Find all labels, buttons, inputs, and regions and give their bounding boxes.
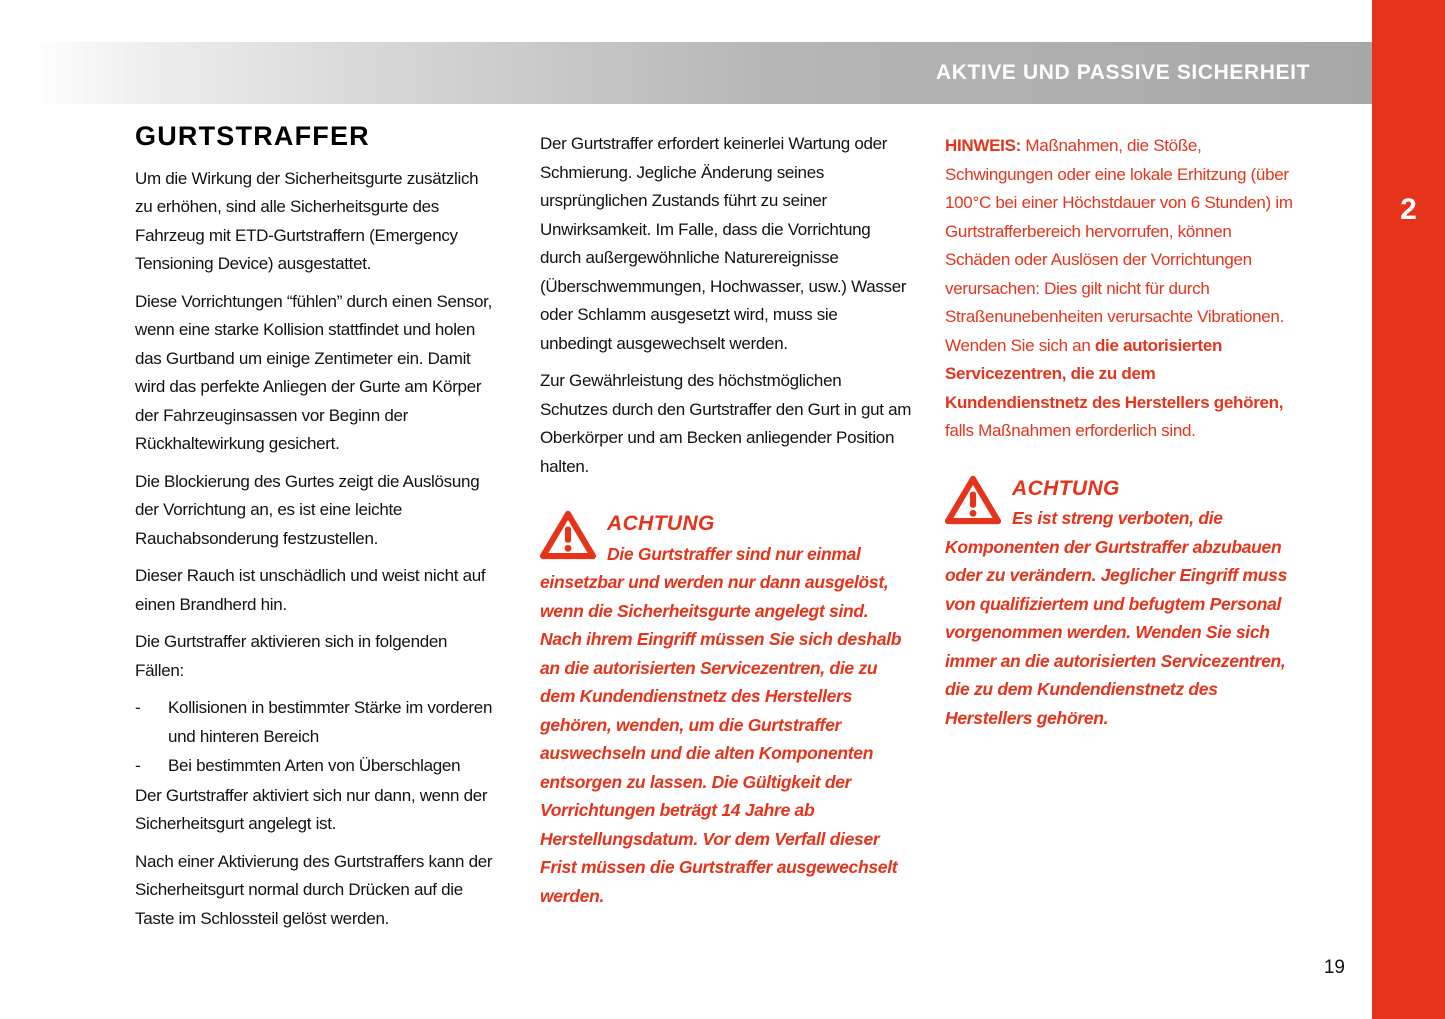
warning-triangle-icon	[540, 510, 596, 560]
page-number: 19	[1323, 957, 1345, 978]
list-item-text: Bei bestimmten Arten von Überschlagen	[168, 756, 461, 775]
paragraph: Dieser Rauch ist unschädlich und weist nicht auf einen Brandherd hin.	[135, 566, 486, 614]
list-item	[135, 694, 495, 751]
paragraph: Zur Gewährleistung des höchstmöglichen Schutzes durch den Gurtstraffer den Gurt in gut am Oberkörper und am Becken anliegender Position halten.	[540, 371, 912, 476]
paragraph: Der Gurtstraffer erfordert keinerlei Wartung oder Schmierung. Jegliche Änderung seines ursprünglichen Zustands führt zu seiner Unwirksamkeit. Im Falle, dass die Vorrichtung durch außergewöhnliche Naturereignisse (Überschwemmungen, Hochwasser, usw.) Wasser oder Schlamm ausgesetzt wird, muss sie unbedingt ausgewechselt werden.	[540, 134, 907, 353]
column-left	[135, 122, 495, 942]
warning-title: ACHTUNG	[1012, 476, 1120, 500]
paragraph: Die Gurtstraffer aktivieren sich in folgenden Fällen:	[135, 632, 448, 680]
list-item	[135, 752, 495, 781]
section-number: 2	[1400, 193, 1417, 226]
warning-title: ACHTUNG	[607, 512, 715, 535]
header-bar	[30, 42, 1372, 104]
column-middle	[540, 130, 912, 910]
paragraph: Die Blockierung des Gurtes zeigt die Auslösung der Vorrichtung an, es ist eine leichte Rauchabsonderung festzustellen.	[135, 471, 480, 548]
hinweis-text: falls Maßnahmen erforderlich sind.	[945, 421, 1196, 440]
warning-box	[540, 507, 912, 910]
paragraph: Diese Vorrichtungen “fühlen” durch einen Sensor, wenn eine starke Kollision stattfindet und holen das Gurtband um einige Zentimeter ein. Damit wird das perfekte Anliegen der Gurte am Körper der Fahrzeuginsassen vor Beginn der Rückhaltewirkung gesichert.	[135, 291, 492, 453]
bullet-dash: -	[135, 756, 141, 775]
list-item-text: Kollisionen in bestimmter Stärke im vorderen und hinteren Bereich	[168, 698, 493, 746]
hinweis-label: HINWEIS:	[945, 136, 1021, 155]
section-sidebar	[1372, 0, 1445, 1019]
warning-triangle-icon	[945, 475, 1001, 525]
column-right	[945, 132, 1299, 732]
warning-box	[945, 472, 1299, 733]
hinweis-note	[945, 132, 1299, 446]
warning-text: Es ist streng verboten, die Komponenten der Gurtstraffer abzubauen oder zu verändern. Jeglicher Eingriff muss von qualifiziertem und befugtem Personal vorgenommen werden. Wenden Sie sich immer an die autorisierten Servicezentren, die zu dem Kundendienstnetz des Herstellers gehören.	[945, 508, 1288, 728]
bullet-dash: -	[135, 698, 141, 717]
hinweis-text: Maßnahmen, die Stöße, Schwingungen oder eine lokale Erhitzung (über 100°C bei einer Höchstdauer von 6 Stunden) im Gurtstrafferbereich hervorrufen, können Schäden oder Auslösen der Vorrichtungen verursachen: Dies gilt nicht für durch Straßenunebenheiten verursachte Vibrationen. Wenden Sie sich an	[945, 136, 1293, 355]
page-title: GURTSTRAFFER	[135, 121, 370, 151]
paragraph: Der Gurtstraffer aktiviert sich nur dann, wenn der Sicherheitsgurt angelegt ist.	[135, 785, 488, 833]
paragraph: Nach einer Aktivierung des Gurtstraffers kann der Sicherheitsgurt normal durch Drücken auf die Taste im Schlossteil gelöst werden.	[135, 851, 493, 928]
paragraph: Um die Wirkung der Sicherheitsgurte zusätzlich zu erhöhen, sind alle Sicherheitsgurte des Fahrzeug mit ETD-Gurtstraffern (Emergency Tensioning Device) ausgestattet.	[135, 168, 479, 273]
warning-text: Die Gurtstraffer sind nur einmal einsetzbar und werden nur dann ausgelöst, wenn die Sicherheitsgurte angelegt sind. Nach ihrem Eingriff müssen Sie sich deshalb an die autorisierten Servicezentren, die zu dem Kundendienstnetz des Herstellers gehören, wenden, um die Gurtstraffer auswechseln und die alten Komponenten entsorgen zu lassen. Die Gültigkeit der Vorrichtungen beträgt 14 Jahre ab Herstellungsdatum. Vor dem Verfall dieser Frist müssen die Gurtstraffer ausgewechselt werden.	[540, 543, 902, 906]
hinweis-bold-text: die autorisierten Servicezentren, die zu dem Kundendienstnetz des Herstellers gehören,	[945, 335, 1284, 412]
page-header-title: AKTIVE UND PASSIVE SICHERHEIT	[935, 61, 1310, 84]
